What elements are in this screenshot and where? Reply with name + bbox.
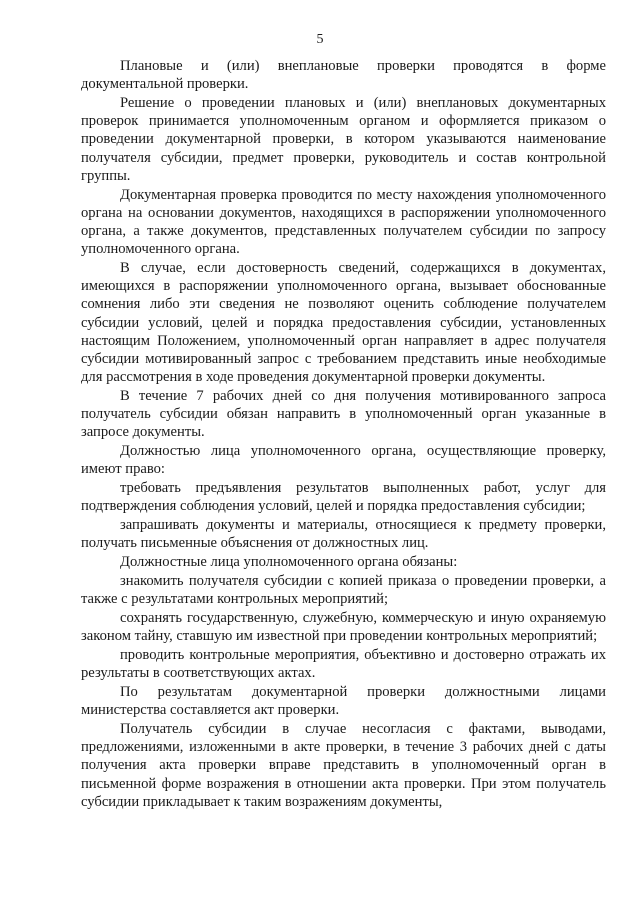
paragraph-officials-duties-intro: Должностные лица уполномоченного органа обязаны: [120,554,458,571]
paragraph-right-demand-results: требовать предъявления результатов выполненных работ, услуг для подтверждения соблюдения условий, целей и порядка предоставления субсидии; [81,480,606,515]
paragraph-inspection-act: По результатам документарной проверки должностными лицами министерства составляется акт проверки. [81,684,606,719]
paragraph-response-deadline: В течение 7 рабочих дней со дня получения мотивированного запроса получатель субсидии обязан направить в уполномоченный орган указанные в запросе документы. [81,388,606,441]
paragraph-duty-confidentiality: сохранять государственную, служебную, коммерческую и иную охраняемую законом тайну, ставшую им известной при проведении контрольных мероприятий; [81,610,606,645]
paragraph-inspection-form: Плановые и (или) внеплановые проверки проводятся в форме документальной проверки. [81,58,606,93]
paragraph-inspection-decision: Решение о проведении плановых и (или) внеплановых документарных проверок принимается уполномоченным органом и оформляется приказом о проведении документарной проверки, в котором указываются наименование получателя субсидии, предмет проверки, руководитель и состав контрольной группы. [81,95,606,184]
document-body [81,57,606,811]
paragraph-objections: Получатель субсидии в случае несогласия с фактами, выводами, предложениями, изложенными в акте проверки, в течение 3 рабочих дней с даты получения акта проверки вправе представить в уполномоченный орган в письменной форме возражения в отношении акта проверки. При этом получатель субсидии прикладывает к таким возражениям документы, [81,721,606,810]
paragraph-officials-rights-intro: Должностью лица уполномоченного органа, осуществляющие проверку, имеют право: [81,443,606,478]
page-number: 5 [316,32,324,47]
paragraph-duty-conduct: проводить контрольные мероприятия, объективно и достоверно отражать их результаты в соответствующих актах. [81,647,606,682]
paragraph-inspection-location: Документарная проверка проводится по месту нахождения уполномоченного органа на основании документов, находящихся в распоряжении уполномоченного органа, а также документов, представленных получателем субсидии по запросу уполномоченного органа. [81,186,606,258]
paragraph-reliability-doubts: В случае, если достоверность сведений, содержащихся в документах, имеющихся в распоряжении уполномоченного органа, вызывает обоснованные сомнения либо эти сведения не позволяют оценить соблюдение получателем субсидии условий, целей и порядка предоставления субсидии, установленных настоящим Положением, уполномоченный орган направляет в адрес получателя субсидии мотивированный запрос с требованием представить иные необходимые для рассмотрения в ходе проведения документарной проверки документы. [81,260,606,386]
paragraph-right-request-documents: запрашивать документы и материалы, относящиеся к предмету проверки, получать письменные объяснения от должностных лиц. [81,517,606,552]
paragraph-duty-acquaint: знакомить получателя субсидии с копией приказа о проведении проверки, а также с результатами контрольных мероприятий; [81,573,606,608]
